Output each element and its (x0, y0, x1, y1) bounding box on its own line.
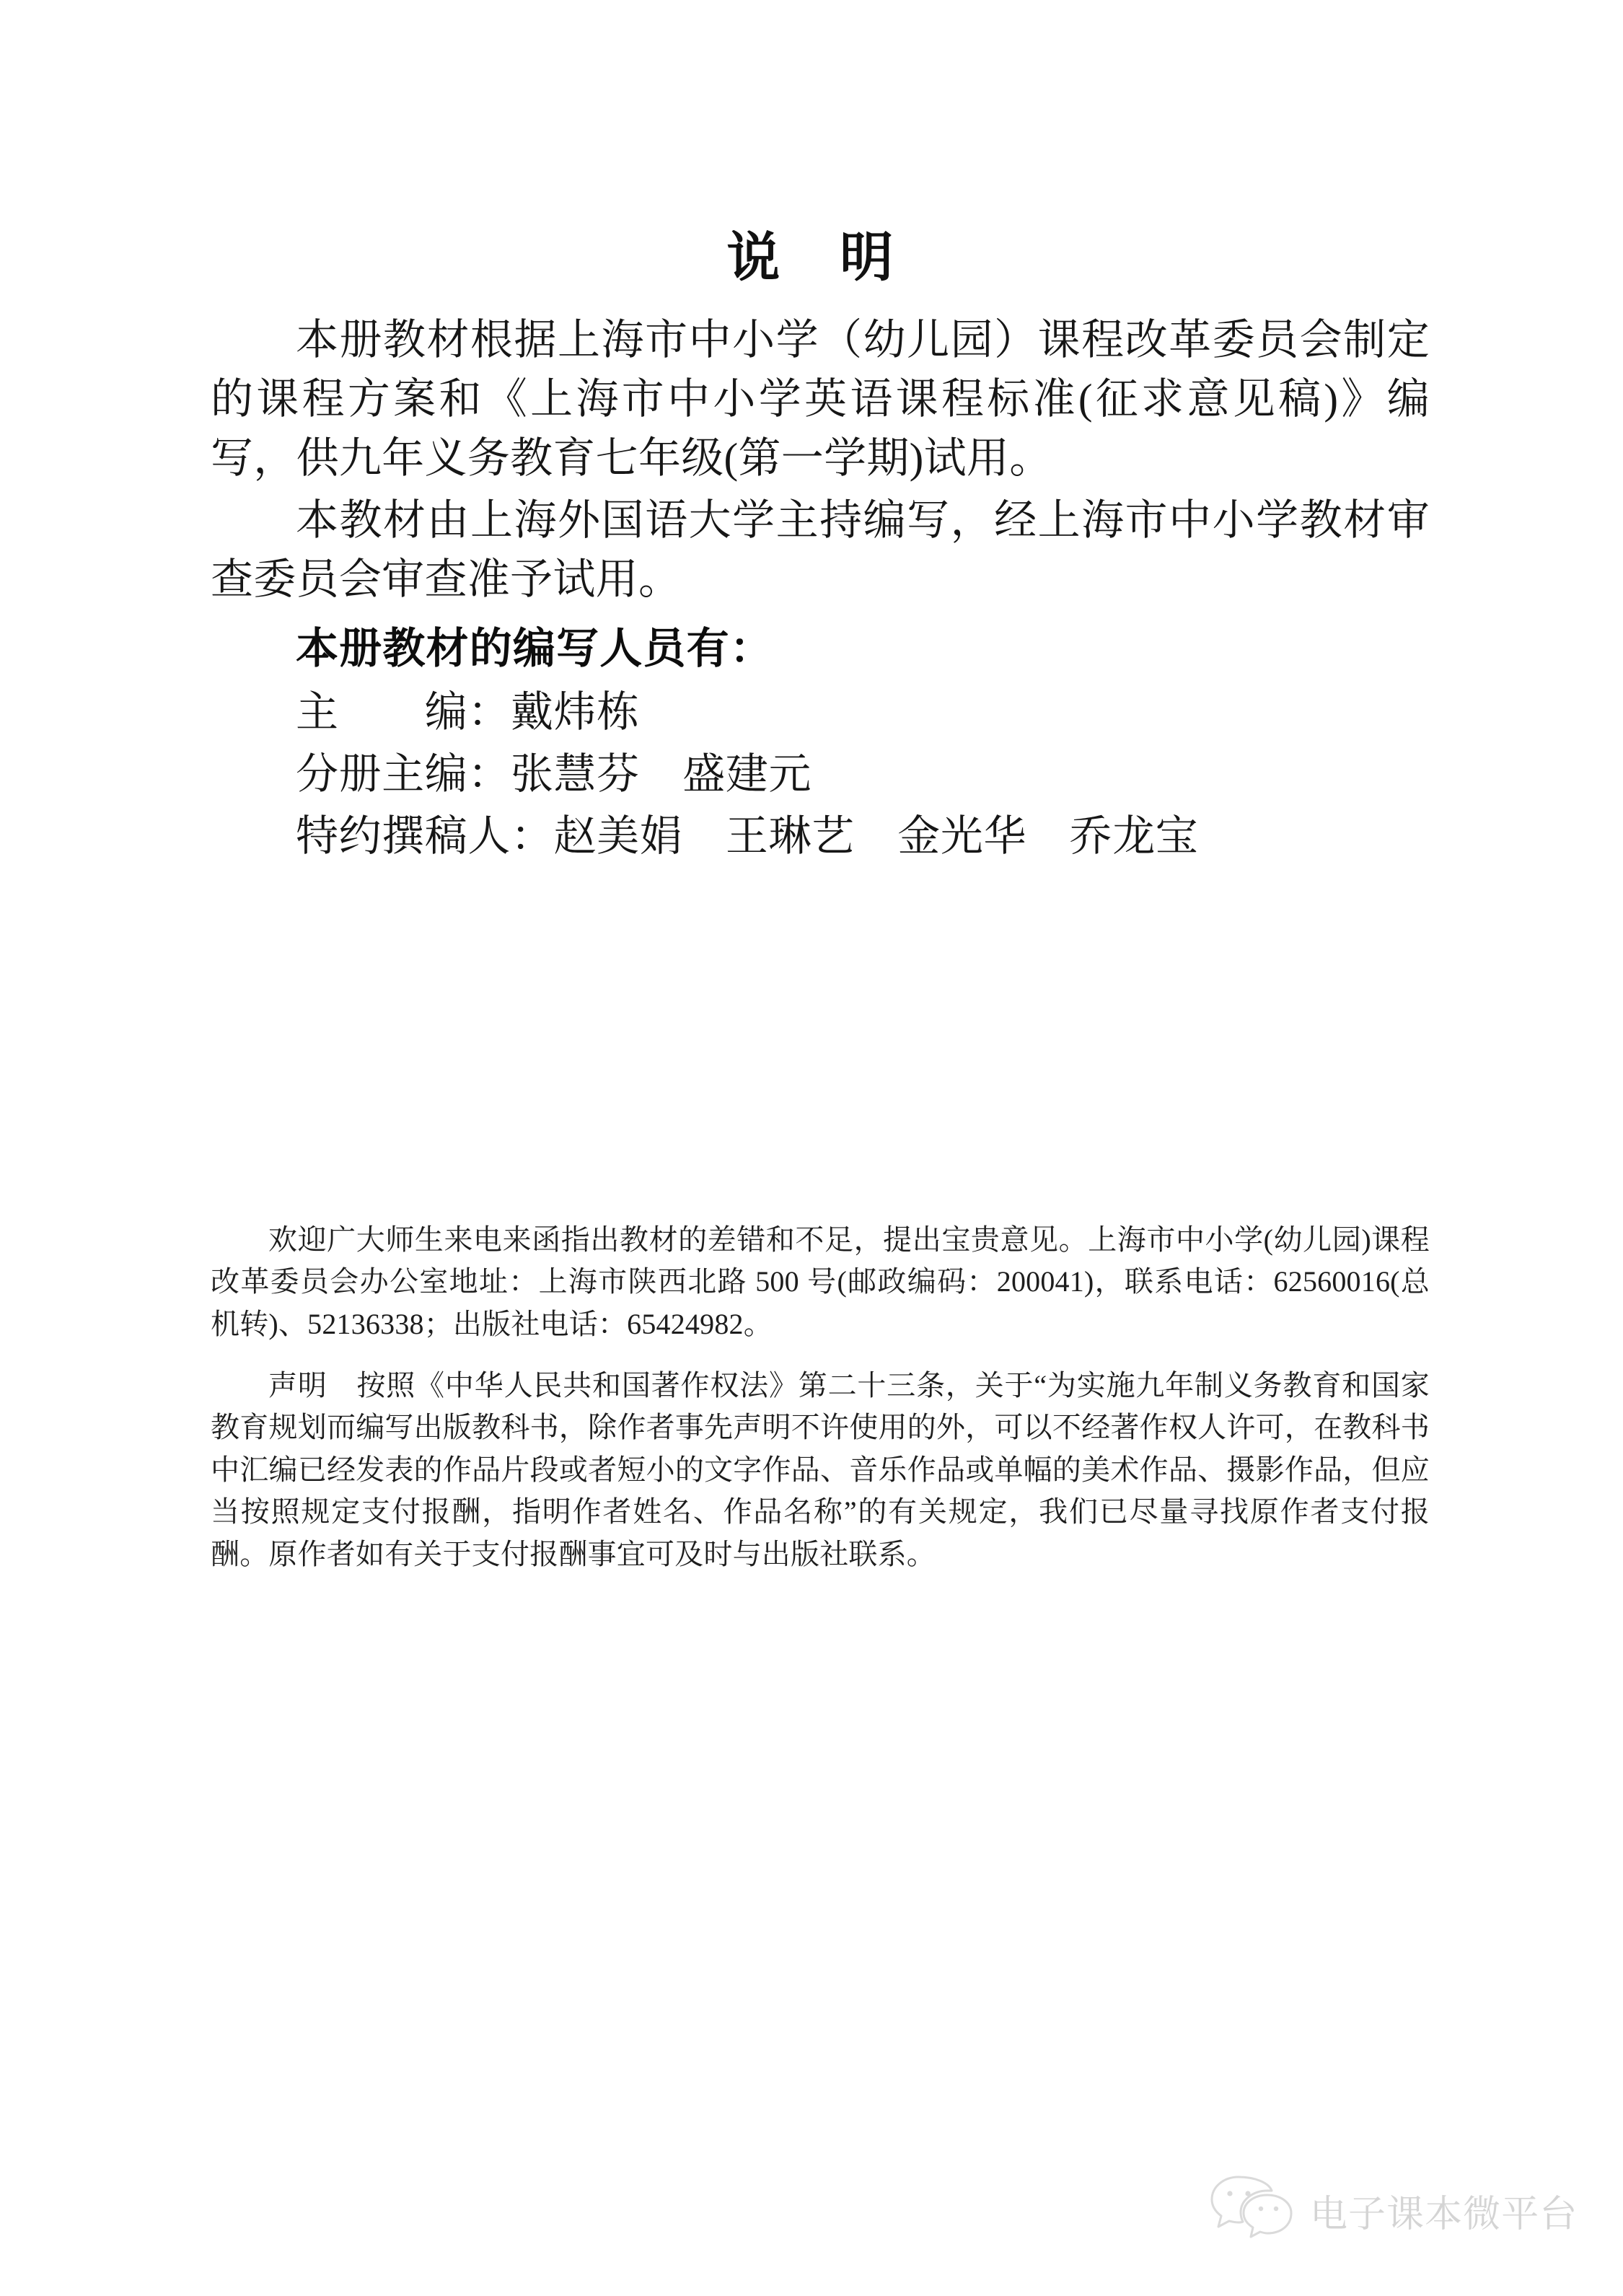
body-content (211, 310, 1430, 867)
credit-chief-editor: 主 编：戴炜栋 (296, 687, 640, 736)
credit-contributing-writers: 特约撰稿人：赵美娟 王琳艺 金光华 乔龙宝 (296, 812, 1199, 861)
credits-heading: 本册教材的编写人员有： (296, 625, 773, 672)
watermark (1209, 2173, 1578, 2248)
copyright-statement-block (211, 1365, 1430, 1575)
copyright-statement-text: 声明 按照《中华人民共和国著作权法》第二十三条，关于“为实施九年制义务教育和国家教育规划而编写出版教科书，除作者事先声明不许使用的外，可以不经著作权人许可，在教科书中汇编已经发表的作品片段或者短小的文字作品、音乐作品或单幅的美术作品、摄影作品，但应当按照规定支付报酬，指明作者姓名、作品名称”的有关规定，我们已尽量寻找原作者支付报酬。原作者如有关于支付报酬事宜可及时与出版社联系。 (211, 1369, 1430, 1570)
contact-notice-block (211, 1219, 1430, 1345)
credits-list (211, 681, 1430, 867)
page-title: 说 明 (726, 228, 897, 288)
wechat-icon (1209, 2173, 1294, 2248)
paragraph-compilation-approval: 本教材由上海外国语大学主持编写，经上海市中小学教材审查委员会审查准予试用。 (211, 496, 1430, 603)
watermark-label: 电子课本微平台 (1310, 2193, 1578, 2235)
contact-notice-text: 欢迎广大师生来电来函指出教材的差错和不足，提出宝贵意见。上海市中小学(幼儿园)课程改革委员会办公室地址：上海市陕西北路 500 号(邮政编码：200041)，联系电话：62560016(总机转)、52136338；出版社电话：65424982。 (211, 1223, 1430, 1340)
credit-volume-editors: 分册主编：张慧芬 盛建元 (296, 749, 812, 798)
paragraph-curriculum-basis: 本册教材根据上海市中小学（幼儿园）课程改革委员会制定的课程方案和《上海市中小学英语课程标准(征求意见稿)》编写，供九年义务教育七年级(第一学期)试用。 (211, 316, 1430, 482)
